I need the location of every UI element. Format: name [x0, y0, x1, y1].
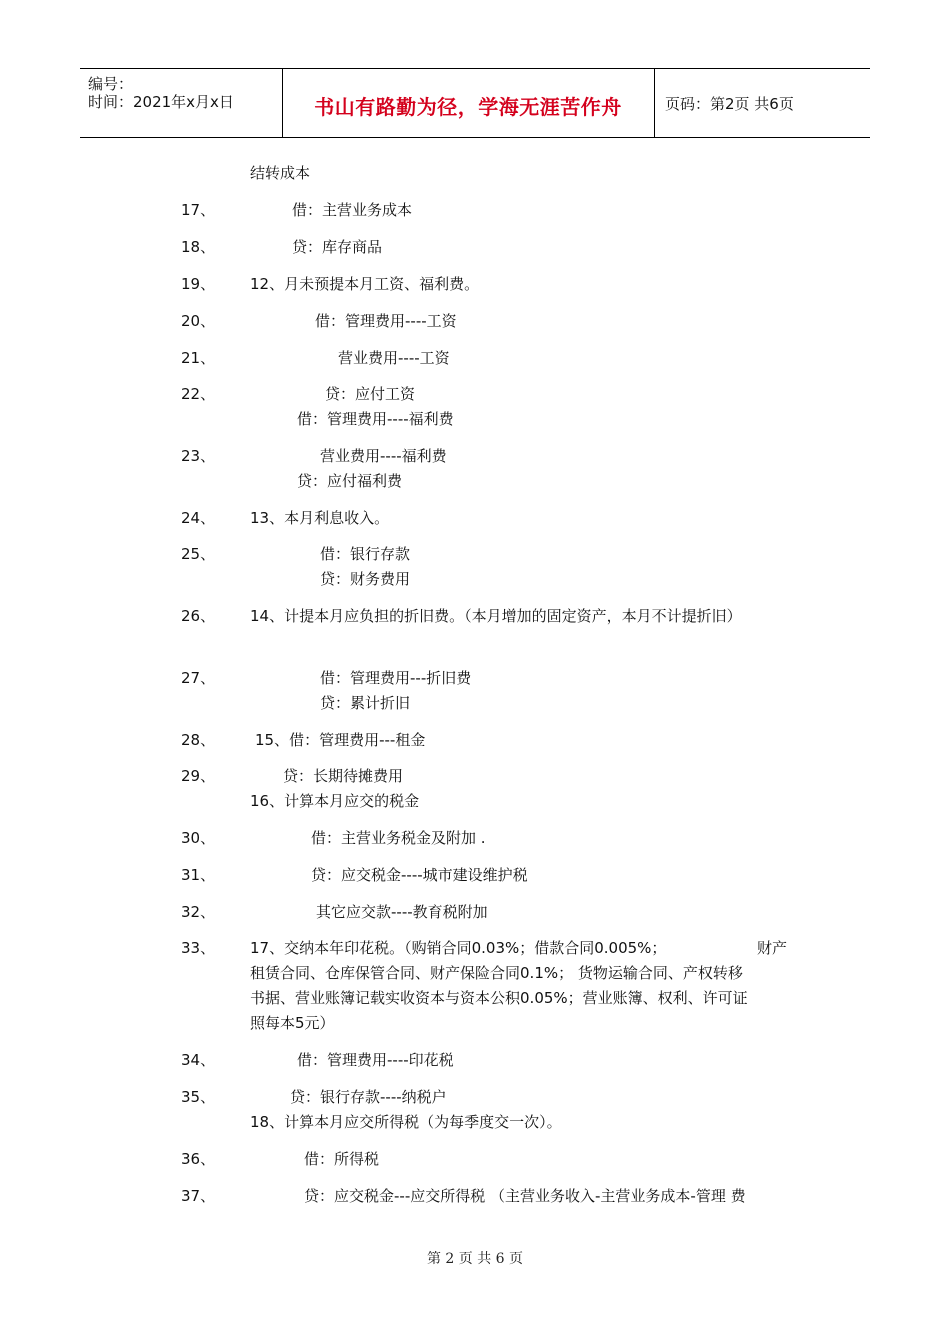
- text-line: 贷：长期待摊费用: [283, 767, 404, 785]
- line-number: 26、: [181, 607, 216, 625]
- line-number: 30、: [181, 829, 216, 847]
- text-line: 结转成本: [250, 164, 311, 182]
- slogan: 书山有路勤为径，学海无涯苦作舟: [314, 95, 622, 119]
- line-number: 36、: [181, 1150, 216, 1168]
- header-right-cell: [655, 69, 870, 137]
- line-number: 27、: [181, 669, 216, 687]
- text-line: 贷：银行存款----纳税户: [290, 1088, 447, 1106]
- line-number: 23、: [181, 447, 216, 465]
- header-left-cell: [80, 69, 283, 137]
- line-number: 35、: [181, 1088, 216, 1106]
- date-line: 时间：2021年x月x日: [88, 93, 234, 111]
- text-line: 贷：应交税金----城市建设维护税: [311, 866, 528, 884]
- text-line: 借：主营业务成本: [292, 201, 413, 219]
- line-number: 25、: [181, 545, 216, 563]
- text-line: 贷：应交税金---应交所得税 （主营业务收入-主营业务成本-管理 费: [304, 1187, 746, 1205]
- text-line: 16、计算本月应交的税金: [250, 792, 420, 810]
- text-line: 借：管理费用----印花税: [297, 1051, 454, 1069]
- line-number: 20、: [181, 312, 216, 330]
- text-line: 贷：财务费用: [320, 570, 411, 588]
- text-line: 其它应交款----教育税附加: [316, 903, 488, 921]
- code-label: 编号：: [88, 75, 134, 93]
- line-number: 31、: [181, 866, 216, 884]
- text-line: 营业费用----福利费: [320, 447, 447, 465]
- text-line: 照每本5元）: [250, 1014, 335, 1032]
- page-info: 页码：第2页 共6页: [665, 95, 794, 113]
- text-line: 贷：应付福利费: [297, 472, 403, 490]
- line-number: 34、: [181, 1051, 216, 1069]
- header-slogan-cell: [282, 69, 655, 137]
- text-line: 18、计算本月应交所得税（为每季度交一次）。: [250, 1113, 562, 1131]
- line-number: 32、: [181, 903, 216, 921]
- text-line: 借：管理费用----工资: [315, 312, 457, 330]
- line-number: 19、: [181, 275, 216, 293]
- line-number: 29、: [181, 767, 216, 785]
- line-number: 28、: [181, 731, 216, 749]
- line-number: 37、: [181, 1187, 216, 1205]
- line-number: 24、: [181, 509, 216, 527]
- text-line: 14、计提本月应负担的折旧费。（本月增加的固定资产，本月不计提折旧）: [250, 607, 742, 625]
- text-line: 17、交纳本年印花税。（购销合同0.03%；借款合同0.005%；: [250, 939, 667, 957]
- text-line: 借：管理费用----福利费: [297, 410, 454, 428]
- page-footer: 第 2 页 共 6 页: [426, 1251, 524, 1267]
- page-header: [80, 68, 870, 138]
- text-line: 13、本月利息收入。: [250, 509, 390, 527]
- text-line: 15、借：管理费用---租金: [255, 731, 426, 749]
- text-line: 借：所得税: [304, 1150, 380, 1168]
- text-line: 营业费用----工资: [338, 349, 450, 367]
- line-number: 18、: [181, 238, 216, 256]
- text-line: 租赁合同、仓库保管合同、财产保险合同0.1%； 货物运输合同、产权转移: [250, 964, 743, 982]
- line-number: 22、: [181, 385, 216, 403]
- text-line: 借：银行存款: [320, 545, 411, 563]
- text-line: 12、月未预提本月工资、福利费。: [250, 275, 480, 293]
- text-line: 借：管理费用---折旧费: [320, 669, 472, 687]
- line-number: 21、: [181, 349, 216, 367]
- text-line: 书据、营业账簿记载实收资本与资本公积0.05%；营业账簿、权利、许可证: [250, 989, 748, 1007]
- text-line: 贷：累计折旧: [320, 694, 411, 712]
- text-line: 贷：应付工资: [325, 385, 416, 403]
- text-line: 财产: [757, 939, 788, 957]
- line-number: 17、: [181, 201, 216, 219]
- line-number: 33、: [181, 939, 216, 957]
- text-line: 贷：库存商品: [292, 238, 383, 256]
- text-line: 借：主营业务税金及附加 .: [311, 829, 486, 847]
